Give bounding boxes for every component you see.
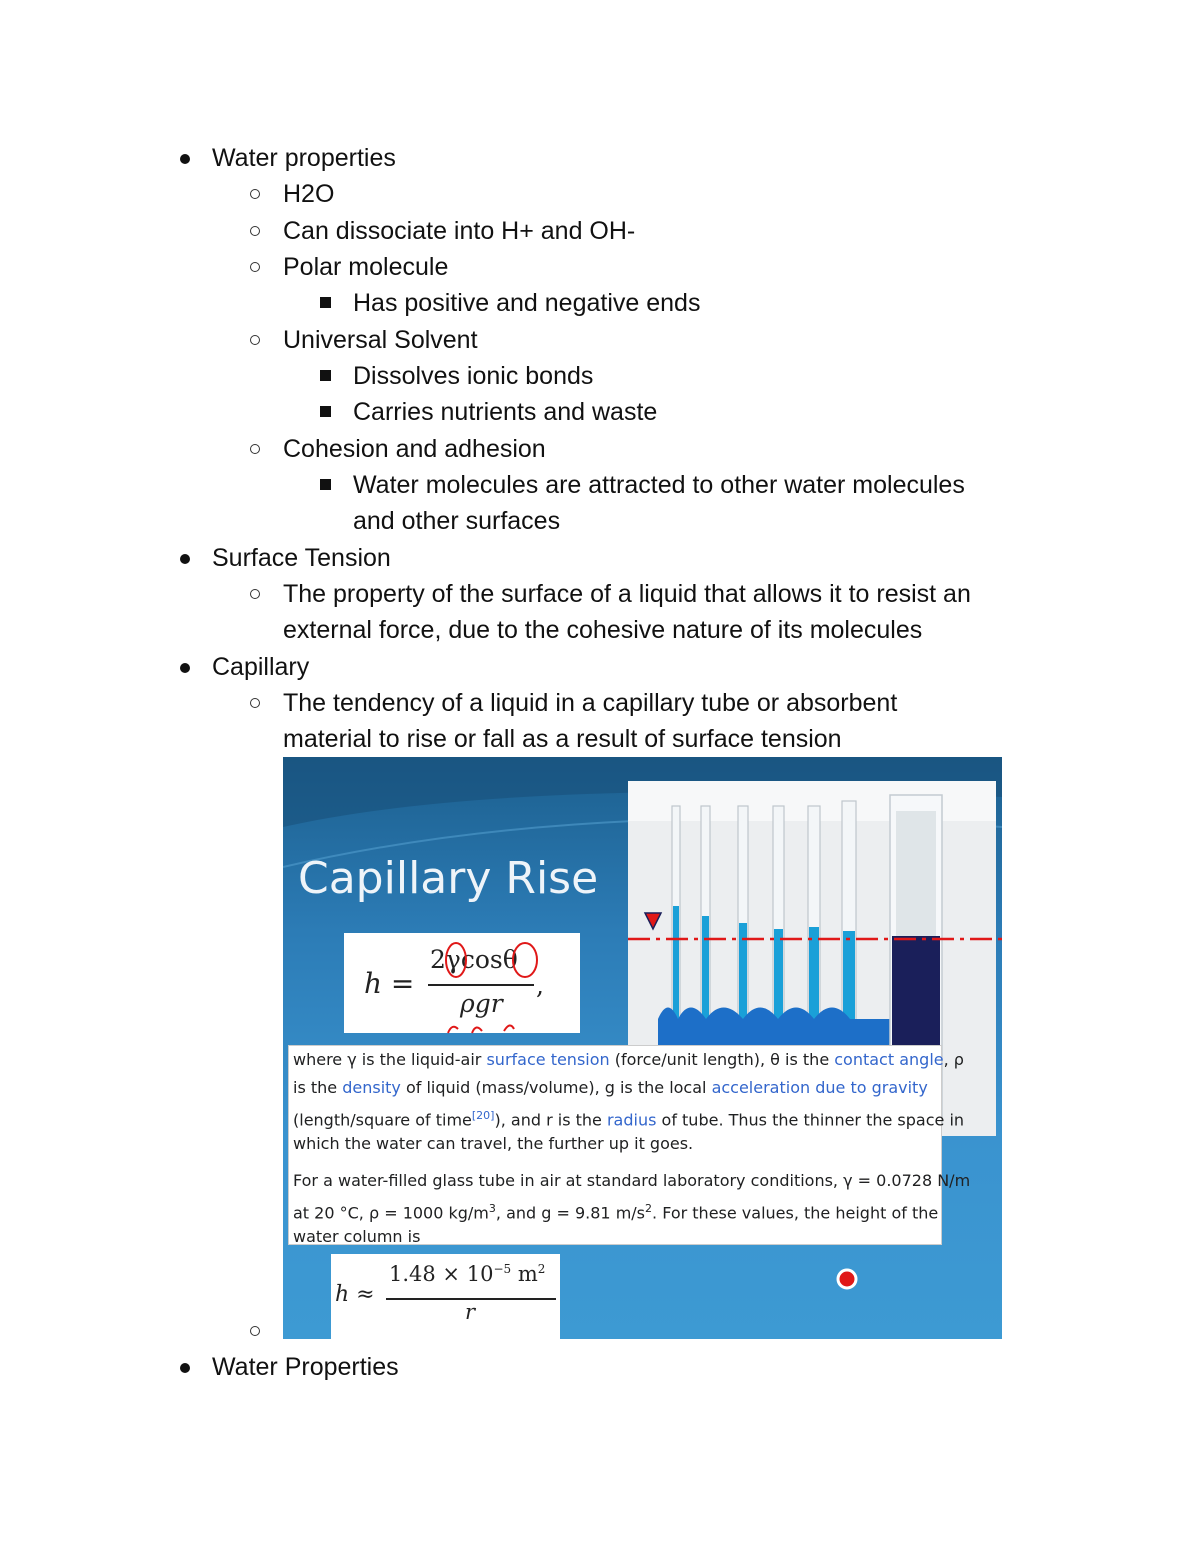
formula-trailing-comma: , [536, 971, 544, 1000]
gravity-link[interactable]: acceleration due to gravity [711, 1078, 928, 1097]
def-line-3: (length/square of time[20]), and r is the radius of tube. Thus the thinner the space in [293, 1109, 965, 1130]
outline-item-text: Water properties [212, 144, 396, 172]
approx-lhs: h ≈ [335, 1282, 375, 1307]
filled-bullet-icon [180, 1363, 190, 1373]
def-line-2: is the density of liquid (mass/volume), g is the local acceleration due to gravity [293, 1078, 928, 1097]
outline-item-text: Cohesion and adhesion [283, 435, 546, 463]
hollow-bullet-icon [250, 444, 260, 454]
laser-pointer-dot [835, 1267, 859, 1291]
square-bullet-icon [320, 479, 331, 490]
outline-item-text: H2O [283, 180, 335, 208]
hollow-bullet-icon [250, 226, 260, 236]
outline-item-text: Capillary [212, 653, 310, 681]
contact-angle-link[interactable]: contact angle [834, 1050, 944, 1069]
outline-item-text: material to rise or fall as a result of surface tension [283, 725, 842, 753]
def-line-7: water column is [293, 1227, 421, 1246]
filled-bullet-icon [180, 663, 190, 673]
outline-item-text: Has positive and negative ends [353, 289, 701, 317]
outline-item-text: Carries nutrients and waste [353, 398, 658, 426]
square-bullet-icon [320, 297, 331, 308]
outline-item-text: and other surfaces [353, 507, 561, 535]
hollow-bullet-icon [250, 589, 260, 599]
outline-item-text: Polar molecule [283, 253, 449, 281]
formula-denominator: ρgr [460, 989, 503, 1018]
hollow-bullet-icon [250, 262, 260, 272]
approx-numerator: $1.48 \times 10^{-5}$ $m^2$ [389, 1262, 546, 1286]
capillary-rise-slide [283, 757, 1002, 1339]
hollow-bullet-icon [250, 698, 260, 708]
outline-item-text: Dissolves ionic bonds [353, 362, 594, 390]
approx-denominator: r [465, 1300, 476, 1324]
slide-title: Capillary Rise [298, 853, 599, 904]
outline-item-text: Universal Solvent [283, 326, 478, 354]
def-line-1: where γ is the liquid-air surface tension (force/unit length), θ is the contact angle, ρ [293, 1050, 964, 1069]
def-line-6: at 20 °C, ρ = 1000 $kg/m^3$, and g = 9.81 $m/s^2$. For these values, the height of the [293, 1202, 939, 1223]
square-bullet-icon [320, 406, 331, 417]
density-link[interactable]: density [342, 1078, 401, 1097]
outline-item-text: Water molecules are attracted to other water molecules [353, 471, 965, 499]
height-approximation-formula [331, 1254, 560, 1339]
def-line-4: which the water can travel, the further up it goes. [293, 1134, 694, 1153]
formula-lhs: h = [364, 967, 415, 1000]
wikipedia-definition-excerpt [288, 1045, 971, 1246]
outline-item-text: The property of the surface of a liquid that allows it to resist an [283, 580, 971, 608]
filled-bullet-icon [180, 554, 190, 564]
reference-20-link[interactable]: [20] [471, 1109, 495, 1122]
outline-item-text: Can dissociate into H+ and OH- [283, 217, 636, 245]
square-bullet-icon [320, 370, 331, 381]
filled-bullet-icon [180, 154, 190, 164]
formula-numerator: 2γcosθ [430, 945, 518, 974]
hollow-bullet-icon [250, 335, 260, 345]
def-line-5: For a water-filled glass tube in air at standard laboratory conditions, γ = 0.0728 N/m [293, 1171, 971, 1190]
radius-link[interactable]: radius [606, 1110, 657, 1130]
outline-item-text: Water Properties [212, 1353, 399, 1381]
surface-tension-link[interactable]: surface tension [486, 1050, 610, 1069]
outline-item-text: external force, due to the cohesive nature of its molecules [283, 616, 923, 644]
outline-item-text: The tendency of a liquid in a capillary tube or absorbent [283, 689, 898, 717]
hollow-bullet-icon [250, 189, 260, 199]
outline-item-text: Surface Tension [212, 544, 391, 572]
hollow-bullet-icon [250, 1326, 260, 1336]
